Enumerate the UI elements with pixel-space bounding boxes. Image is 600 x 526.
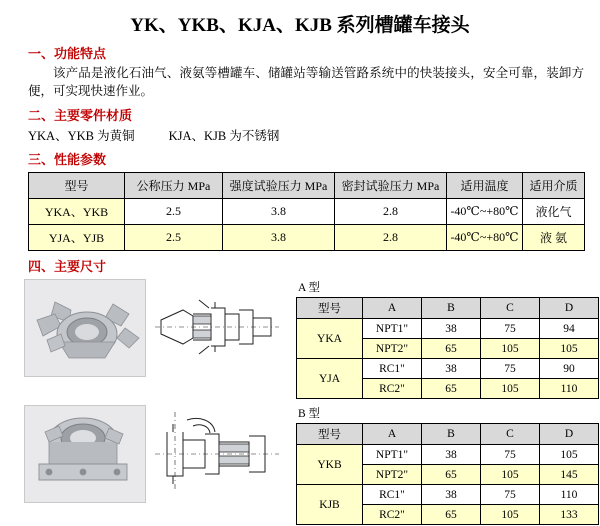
table-row	[297, 445, 599, 465]
product-photo-b	[24, 405, 146, 503]
dim-cell-model: YKA	[297, 319, 363, 359]
dim-cell: NPT1"	[363, 445, 422, 465]
spec-cell: 2.8	[335, 199, 447, 225]
dim-cell: 65	[422, 339, 481, 359]
dim-cell: 75	[481, 445, 540, 465]
table-row	[297, 319, 599, 339]
spec-header-cell: 密封试验压力 MPa	[335, 173, 447, 199]
dim-table-b-wrap	[296, 405, 599, 525]
section-heading-performance: 三、性能参数	[28, 152, 107, 168]
spec-cell: 3.8	[223, 199, 335, 225]
dim-cell: NPT2"	[363, 465, 422, 485]
dim-cell: 75	[481, 319, 540, 339]
spec-cell: 2.8	[335, 225, 447, 251]
dimension-row-a	[24, 279, 590, 399]
coupling-drawing-a-graphic	[153, 280, 281, 376]
dim-cell-model: YJA	[297, 359, 363, 399]
dim-header-cell: A	[363, 424, 422, 445]
spec-cell: 液化气	[523, 199, 585, 225]
coupling-photo-b-graphic	[25, 406, 145, 502]
spec-table	[28, 172, 585, 251]
section-heading-dimensions: 四、主要尺寸	[28, 259, 107, 275]
dim-cell: 65	[422, 505, 481, 525]
spec-header-cell: 公称压力 MPa	[125, 173, 223, 199]
coupling-drawing-b-graphic	[153, 406, 281, 502]
dim-cell: NPT2"	[363, 339, 422, 359]
dim-table-a-header-row	[297, 298, 599, 319]
section-heading-material: 二、主要零件材质	[28, 108, 133, 124]
product-drawing-b	[152, 405, 282, 503]
coupling-photo-a-graphic	[25, 280, 145, 376]
dim-cell: 38	[422, 319, 481, 339]
dim-cell: RC1"	[363, 359, 422, 379]
table-row	[29, 199, 585, 225]
product-drawing-a	[152, 279, 282, 377]
spec-table-header-row	[29, 173, 585, 199]
dim-header-cell: C	[481, 298, 540, 319]
spec-cell-model: YJA、YJB	[29, 225, 125, 251]
section-heading-features: 一、功能特点	[28, 46, 107, 61]
dim-cell: 75	[481, 485, 540, 505]
dim-header-cell: 型号	[297, 424, 363, 445]
dim-header-cell: B	[422, 298, 481, 319]
dim-cell: 105	[481, 339, 540, 359]
dim-cell: RC2"	[363, 379, 422, 399]
dimensions-block	[10, 279, 590, 525]
spec-header-cell: 强度试验压力 MPa	[223, 173, 335, 199]
dim-cell: 105	[481, 505, 540, 525]
dim-cell: 65	[422, 465, 481, 485]
dim-cell-model: KJB	[297, 485, 363, 525]
dim-header-cell: D	[540, 298, 599, 319]
material-left-text: YKA、YKB 为黄铜	[28, 129, 135, 144]
dim-cell: 90	[540, 359, 599, 379]
dim-table-b-header-row	[297, 424, 599, 445]
dim-table-a-wrap	[296, 279, 599, 399]
page-title: YK、YKB、KJA、KJB 系列槽罐车接头	[130, 15, 470, 36]
dim-cell: 105	[540, 339, 599, 359]
spec-cell: 液 氨	[523, 225, 585, 251]
spec-header-cell: 型号	[29, 173, 125, 199]
spec-cell: 3.8	[223, 225, 335, 251]
dim-cell: 110	[540, 379, 599, 399]
dimension-row-b	[24, 405, 590, 525]
dim-cell: 65	[422, 379, 481, 399]
dim-cell: 110	[540, 485, 599, 505]
dim-header-cell: D	[540, 424, 599, 445]
table-row	[297, 485, 599, 505]
dim-cell: 38	[422, 485, 481, 505]
dim-cell: 94	[540, 319, 599, 339]
spec-cell: 2.5	[125, 225, 223, 251]
dim-header-cell: B	[422, 424, 481, 445]
dim-cell: RC1"	[363, 485, 422, 505]
material-right-text: KJA、KJB 为不锈钢	[168, 129, 280, 144]
dim-cell: RC2"	[363, 505, 422, 525]
material-line	[28, 126, 590, 144]
table-row	[297, 359, 599, 379]
dim-cell: 145	[540, 465, 599, 485]
dim-header-cell: A	[363, 298, 422, 319]
dim-cell: 38	[422, 445, 481, 465]
dim-cell: 38	[422, 359, 481, 379]
dim-table-b	[296, 423, 599, 525]
spec-header-cell: 适用介质	[523, 173, 585, 199]
spec-cell: -40℃~+80℃	[447, 225, 523, 251]
spec-cell-model: YKA、YKB	[29, 199, 125, 225]
dim-table-a-label: A 型	[298, 282, 321, 295]
spec-header-cell: 适用温度	[447, 173, 523, 199]
spec-cell: 2.5	[125, 199, 223, 225]
dim-cell: 105	[481, 379, 540, 399]
features-paragraph: 该产品是液化石油气、液氨等槽罐车、储罐站等输送管路系统中的快装接头，安全可靠，装卸方便，可实现快速作业。	[28, 66, 584, 99]
dim-cell-model: YKB	[297, 445, 363, 485]
dim-cell: 105	[540, 445, 599, 465]
dim-cell: 75	[481, 359, 540, 379]
product-photo-a	[24, 279, 146, 377]
dim-table-b-label: B 型	[298, 408, 321, 421]
spec-cell: -40℃~+80℃	[447, 199, 523, 225]
table-row	[29, 225, 585, 251]
dim-cell: 105	[481, 465, 540, 485]
dim-header-cell: 型号	[297, 298, 363, 319]
dim-cell: NPT1"	[363, 319, 422, 339]
dim-cell: 133	[540, 505, 599, 525]
dim-table-a	[296, 297, 599, 399]
document-page	[0, 10, 600, 526]
dim-header-cell: C	[481, 424, 540, 445]
